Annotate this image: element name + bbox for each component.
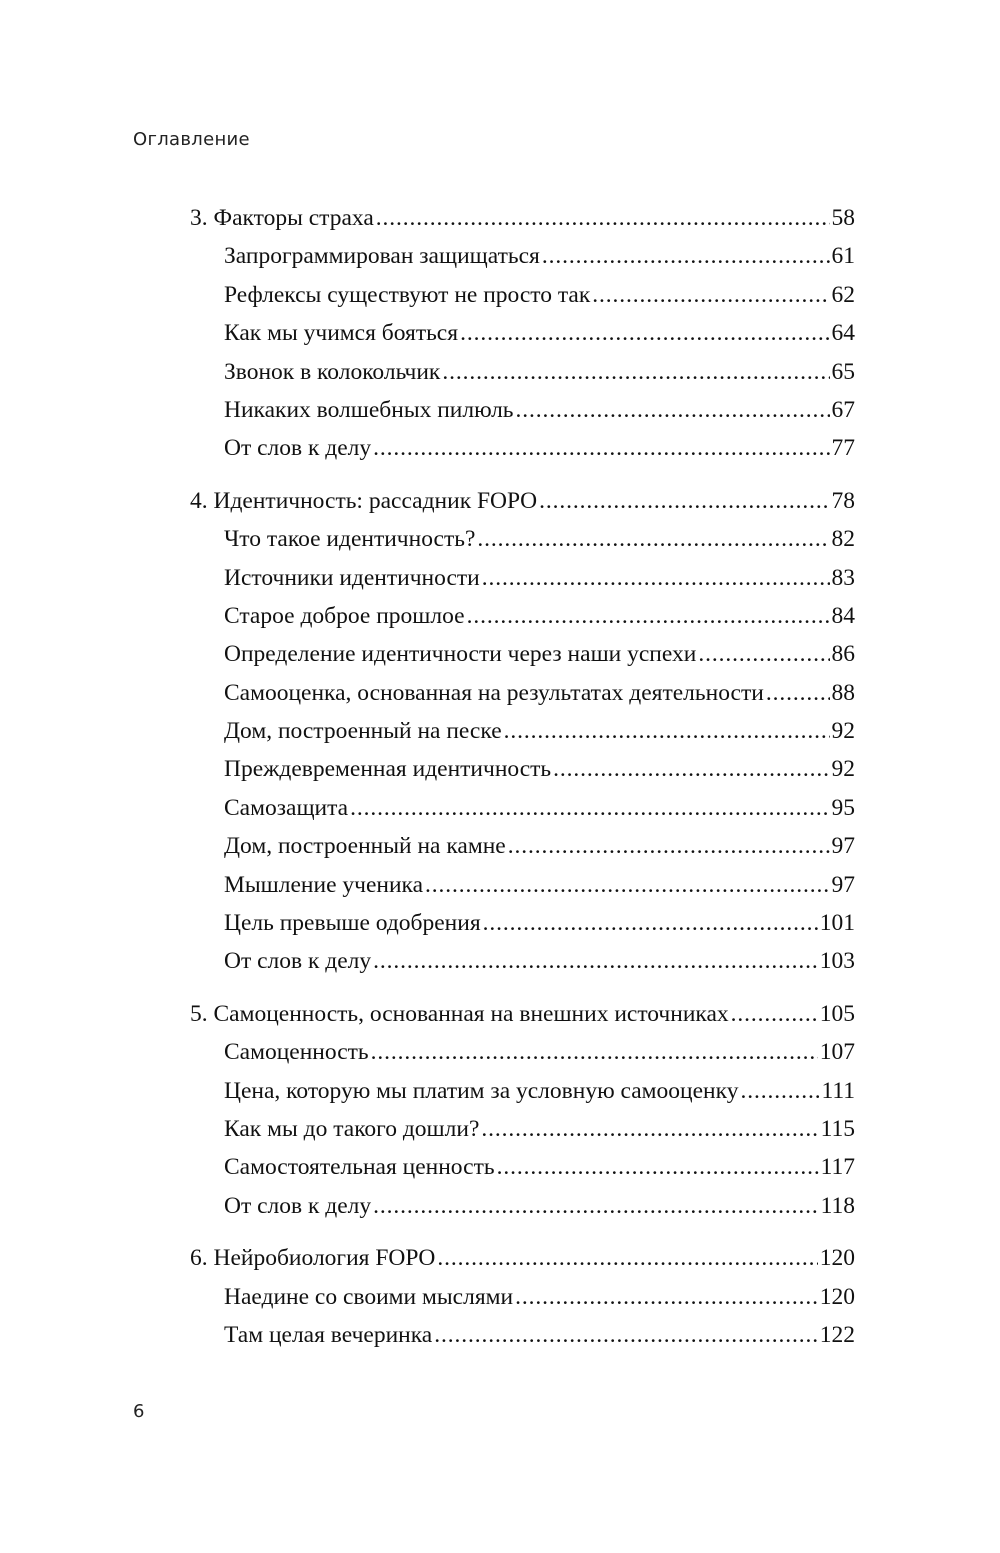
- entry-title: Как мы учимся бояться: [224, 320, 459, 347]
- chapter-title: 4. Идентичность: рассадник FOPO: [190, 487, 538, 514]
- chapter-page: 120: [819, 1245, 855, 1272]
- entry-page: 83: [831, 564, 855, 591]
- entry-title: Самооценка, основанная на результатах деятельности: [224, 679, 764, 706]
- entry-page: 101: [819, 910, 855, 937]
- entry-title: Что такое идентичность?: [224, 526, 476, 553]
- dot-leader: [539, 482, 829, 520]
- entry-title: Дом, построенный на песке: [224, 718, 502, 745]
- chapter-5: [190, 995, 855, 1225]
- chapter-6: [190, 1239, 855, 1354]
- entry-page: 97: [831, 833, 855, 860]
- entry-page: 111: [821, 1077, 855, 1104]
- entry-title: Как мы до такого дошли?: [224, 1115, 480, 1142]
- entry-page: 120: [819, 1283, 855, 1310]
- entry-page: 67: [831, 396, 855, 423]
- chapter-title: 6. Нейробиология FOPO: [190, 1245, 436, 1272]
- entry-page: 88: [831, 679, 855, 706]
- chapter-heading[interactable]: [190, 995, 855, 1033]
- dot-leader: [350, 789, 829, 827]
- chapter-heading[interactable]: [190, 1239, 855, 1277]
- toc-entry[interactable]: [190, 674, 855, 712]
- entry-title: Самостоятельная ценность: [224, 1154, 495, 1181]
- dot-leader: [460, 314, 829, 352]
- toc-entry[interactable]: [190, 942, 855, 980]
- entry-page: 95: [831, 794, 855, 821]
- toc-entry[interactable]: [190, 429, 855, 467]
- entry-title: Запрограммирован защищаться: [224, 243, 540, 270]
- toc-entry[interactable]: [190, 866, 855, 904]
- toc-entry[interactable]: [190, 1187, 855, 1225]
- entry-title: Цена, которую мы платим за условную самооценку: [224, 1077, 739, 1104]
- chapter-page: 78: [831, 487, 855, 514]
- dot-leader: [483, 904, 818, 942]
- entry-page: 118: [820, 1192, 855, 1219]
- entry-title: Цель превыше одобрения: [224, 910, 481, 937]
- dot-leader: [766, 674, 830, 712]
- dot-leader: [516, 391, 830, 429]
- toc-entry[interactable]: [190, 237, 855, 275]
- entry-title: Определение идентичности через наши успехи: [224, 641, 697, 668]
- toc-entry[interactable]: [190, 789, 855, 827]
- entry-page: 117: [820, 1154, 855, 1181]
- dot-leader: [482, 559, 830, 597]
- table-of-contents: [190, 199, 855, 1368]
- entry-title: От слов к делу: [224, 435, 372, 462]
- toc-entry[interactable]: [190, 520, 855, 558]
- dot-leader: [504, 712, 830, 750]
- dot-leader: [592, 276, 829, 314]
- dot-leader: [442, 353, 829, 391]
- entry-page: 115: [820, 1115, 855, 1142]
- toc-entry[interactable]: [190, 391, 855, 429]
- toc-entry[interactable]: [190, 1110, 855, 1148]
- entry-title: Никаких волшебных пилюль: [224, 396, 514, 423]
- entry-title: Источники идентичности: [224, 564, 480, 591]
- entry-title: Наедине со своими мыслями: [224, 1283, 514, 1310]
- dot-leader: [373, 942, 818, 980]
- dot-leader: [731, 995, 818, 1033]
- dot-leader: [542, 237, 830, 275]
- toc-entry[interactable]: [190, 597, 855, 635]
- entry-title: Дом, построенный на камне: [224, 833, 506, 860]
- entry-page: 92: [831, 756, 855, 783]
- entry-title: Там целая вечеринка: [224, 1321, 433, 1348]
- entry-page: 97: [831, 871, 855, 898]
- entry-page: 92: [831, 718, 855, 745]
- dot-leader: [698, 635, 829, 673]
- dot-leader: [373, 429, 829, 467]
- dot-leader: [376, 199, 830, 237]
- toc-entry[interactable]: [190, 904, 855, 942]
- entry-title: Самоценность: [224, 1039, 369, 1066]
- dot-leader: [434, 1316, 818, 1354]
- toc-entry[interactable]: [190, 1316, 855, 1354]
- toc-entry[interactable]: [190, 635, 855, 673]
- dot-leader: [373, 1187, 818, 1225]
- entry-page: 61: [831, 243, 855, 270]
- chapter-heading[interactable]: [190, 482, 855, 520]
- dot-leader: [508, 827, 830, 865]
- toc-entry[interactable]: [190, 1033, 855, 1071]
- entry-page: 107: [819, 1039, 855, 1066]
- entry-page: 64: [831, 320, 855, 347]
- dot-leader: [553, 750, 829, 788]
- chapter-page: 58: [831, 205, 855, 231]
- entry-title: Преждевременная идентичность: [224, 756, 552, 783]
- dot-leader: [515, 1278, 818, 1316]
- toc-entry[interactable]: [190, 1148, 855, 1186]
- dot-leader: [437, 1239, 817, 1277]
- dot-leader: [481, 1110, 818, 1148]
- dot-leader: [371, 1033, 818, 1071]
- entry-page: 62: [831, 281, 855, 308]
- toc-entry[interactable]: [190, 353, 855, 391]
- chapter-heading[interactable]: [190, 199, 855, 237]
- entry-page: 77: [831, 435, 855, 462]
- chapter-3: [190, 199, 855, 468]
- dot-leader: [497, 1148, 819, 1186]
- toc-entry[interactable]: [190, 712, 855, 750]
- entry-page: 86: [831, 641, 855, 668]
- toc-entry[interactable]: [190, 750, 855, 788]
- chapter-4: [190, 482, 855, 981]
- dot-leader: [740, 1072, 819, 1110]
- dot-leader: [425, 866, 829, 904]
- dot-leader: [477, 520, 829, 558]
- entry-page: 103: [819, 948, 855, 975]
- running-head: Оглавление: [133, 129, 250, 150]
- toc-entry[interactable]: [190, 314, 855, 352]
- chapter-title: 3. Факторы страха: [190, 205, 374, 231]
- entry-title: Самозащита: [224, 794, 349, 821]
- entry-title: От слов к делу: [224, 1192, 372, 1219]
- page-number: 6: [133, 1401, 145, 1422]
- entry-page: 84: [831, 602, 855, 629]
- toc-entry[interactable]: [190, 827, 855, 865]
- entry-title: Старое доброе прошлое: [224, 602, 465, 629]
- toc-entry[interactable]: [190, 1072, 855, 1110]
- chapter-title: 5. Самоценность, основанная на внешних источниках: [190, 1000, 729, 1027]
- entry-title: Звонок в колокольчик: [224, 358, 441, 385]
- toc-entry[interactable]: [190, 559, 855, 597]
- toc-entry[interactable]: [190, 1278, 855, 1316]
- entry-page: 65: [831, 358, 855, 385]
- toc-entry[interactable]: [190, 276, 855, 314]
- dot-leader: [467, 597, 830, 635]
- entry-title: От слов к делу: [224, 948, 372, 975]
- entry-page: 82: [831, 526, 855, 553]
- entry-title: Рефлексы существуют не просто так: [224, 281, 591, 308]
- chapter-page: 105: [819, 1000, 855, 1027]
- entry-title: Мышление ученика: [224, 871, 424, 898]
- entry-page: 122: [819, 1321, 855, 1348]
